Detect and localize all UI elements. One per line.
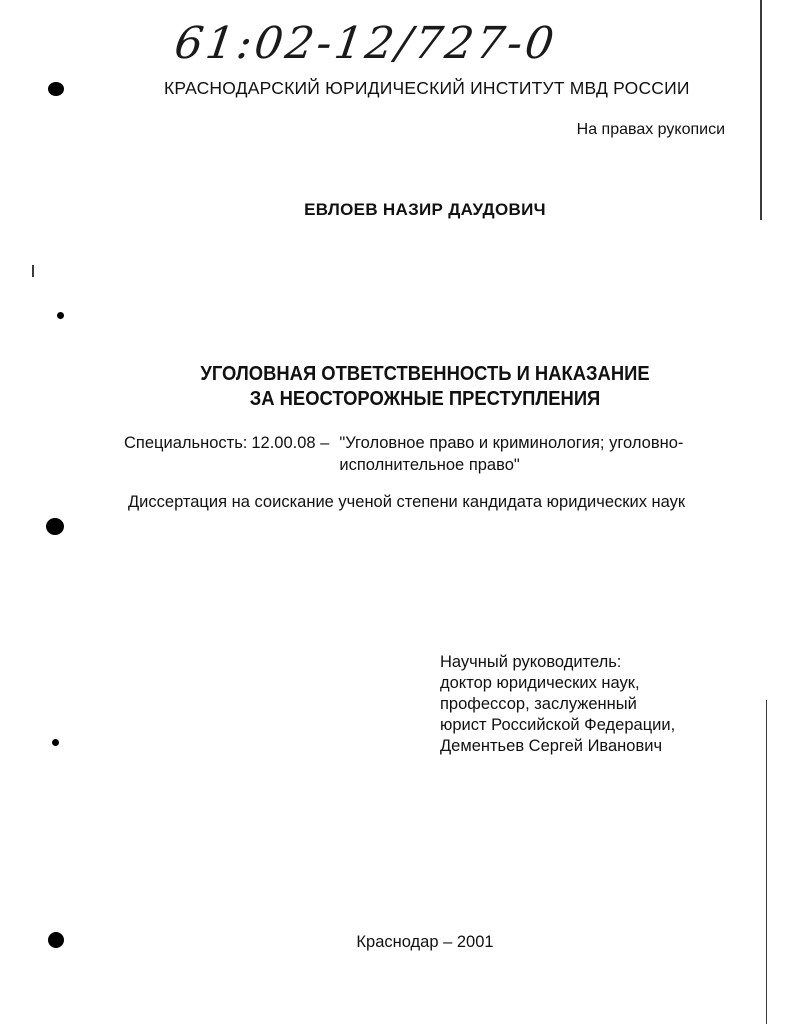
supervisor-degree: доктор юридических наук,: [440, 674, 640, 692]
dissertation-title: [34, 362, 792, 412]
title-line-2: ЗА НЕОСТОРОЖНЫЕ ПРЕСТУПЛЕНИЯ: [249, 388, 601, 410]
supervisor-name: Дементьев Сергей Иванович: [440, 737, 663, 755]
institute-name: КРАСНОДАРСКИЙ ЮРИДИЧЕСКИЙ ИНСТИТУТ МВД РОССИИ: [164, 78, 690, 98]
binder-hole-4: [52, 739, 59, 746]
supervisor-block: [440, 652, 675, 757]
specialty-block: [124, 432, 683, 476]
binder-hole-2: [57, 312, 64, 319]
specialty-name-line-1: "Уголовное право и криминология; уголовно-: [339, 434, 684, 452]
manuscript-rights-note: На правах рукописи: [576, 121, 725, 138]
scan-edge-left: [32, 265, 34, 277]
specialty-name-line-2: исполнительное право": [339, 456, 520, 474]
supervisor-heading: Научный руководитель:: [440, 653, 622, 671]
supervisor-title: профессор, заслуженный: [440, 695, 637, 713]
specialty-label: Специальность:: [124, 434, 248, 452]
binder-hole-1: [48, 82, 64, 96]
binder-hole-3: [46, 518, 64, 535]
title-line-1: УГОЛОВНАЯ ОТВЕТСТВЕННОСТЬ И НАКАЗАНИЕ: [200, 363, 650, 385]
scan-edge-right-lower: [766, 700, 767, 1024]
degree-statement: Диссертация на соискание ученой степени кандидата юридических наук: [128, 493, 686, 511]
specialty-name: [329, 432, 683, 476]
city-year: Краснодар – 2001: [356, 933, 494, 951]
supervisor-honor: юрист Российской Федерации,: [440, 716, 676, 734]
scan-edge-right: [760, 0, 762, 220]
author-name: ЕВЛОЕВ НАЗИР ДАУДОВИЧ: [304, 200, 546, 219]
handwritten-archive-code: 61:02-12/727-0: [171, 18, 560, 69]
specialty-code: 12.00.08 –: [251, 434, 330, 452]
